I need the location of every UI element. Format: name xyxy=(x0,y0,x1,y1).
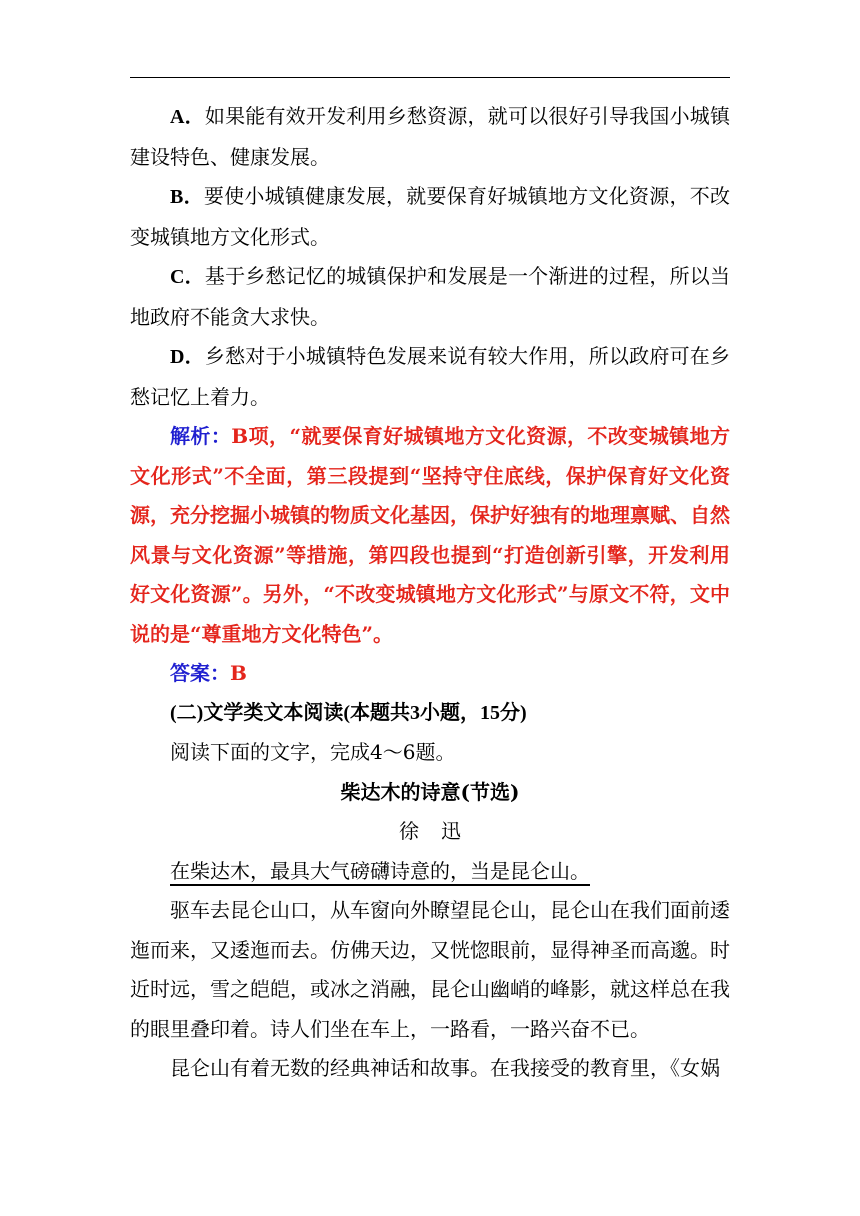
section-instruction: 阅读下面的文字，完成4～6题。 xyxy=(170,740,456,764)
article-author: 徐迅 xyxy=(399,819,483,843)
option-c-letter: C． xyxy=(170,266,205,288)
answer-paragraph xyxy=(130,654,730,694)
article-paragraph-2: 驱车去昆仑山口，从车窗向外瞭望昆仑山，昆仑山在我们面前逶迤而来，又逶迤而去。仿佛天边，又恍惚眼前，显得神圣而高邈。时近时远，雪之皑皑，或冰之消融，昆仑山幽峭的峰影，就这样总在我的眼里叠印着。诗人们坐在车上，一路看，一路兴奋不已。 xyxy=(130,898,730,1041)
option-c xyxy=(130,257,730,337)
option-a-text: 如果能有效开发利用乡愁资源，就可以很好引导我国小城镇建设特色、健康发展。 xyxy=(130,104,730,169)
analysis-text: B项，“就要保育好城镇地方文化资源，不改变城镇地方文化形式”不全面，第三段提到“坚持守住底线，保护保育好文化资源，充分挖掘小城镇的物质文化基因，保护好独有的地理禀赋、自然风景与文化资源”等措施，第四段也提到“打造创新引擎，开发利用好文化资源”。另外，“不改变城镇地方文化形式”与原文不符，文中说的是“尊重地方文化特色”。 xyxy=(130,424,730,646)
option-b-text: 要使小城镇健康发展，就要保育好城镇地方文化资源，不改变城镇地方文化形式。 xyxy=(130,184,731,249)
article-title: 柴达木的诗意(节选) xyxy=(340,779,520,804)
option-a xyxy=(130,97,730,177)
option-c-text: 基于乡愁记忆的城镇保护和发展是一个渐进的过程，所以当地政府不能贪大求快。 xyxy=(130,264,730,329)
option-a-letter: A． xyxy=(170,106,205,128)
option-d-letter: D． xyxy=(170,346,205,368)
article-paragraph-1 xyxy=(130,852,730,892)
underlined-sentence: 在柴达木，最具大气磅礴诗意的，当是昆仑山。 xyxy=(170,858,590,883)
document-content xyxy=(130,97,730,1089)
option-d-text: 乡愁对于小城镇特色发展来说有较大作用，所以政府可在乡愁记忆上着力。 xyxy=(130,344,730,409)
option-b xyxy=(130,177,730,257)
header-rule xyxy=(130,77,730,78)
section-heading: (二)文学类文本阅读(本题共3小题，15分) xyxy=(170,701,527,724)
answer-label: 答案： xyxy=(170,661,230,685)
analysis-label: 解析： xyxy=(170,424,232,448)
answer-value: B xyxy=(230,661,247,685)
option-d xyxy=(130,337,730,417)
analysis-paragraph xyxy=(130,417,730,654)
option-b-letter: B． xyxy=(170,186,204,208)
article-paragraph-3: 昆仑山有着无数的经典神话和故事。在我接受的教育里，《女娲 xyxy=(170,1056,720,1080)
